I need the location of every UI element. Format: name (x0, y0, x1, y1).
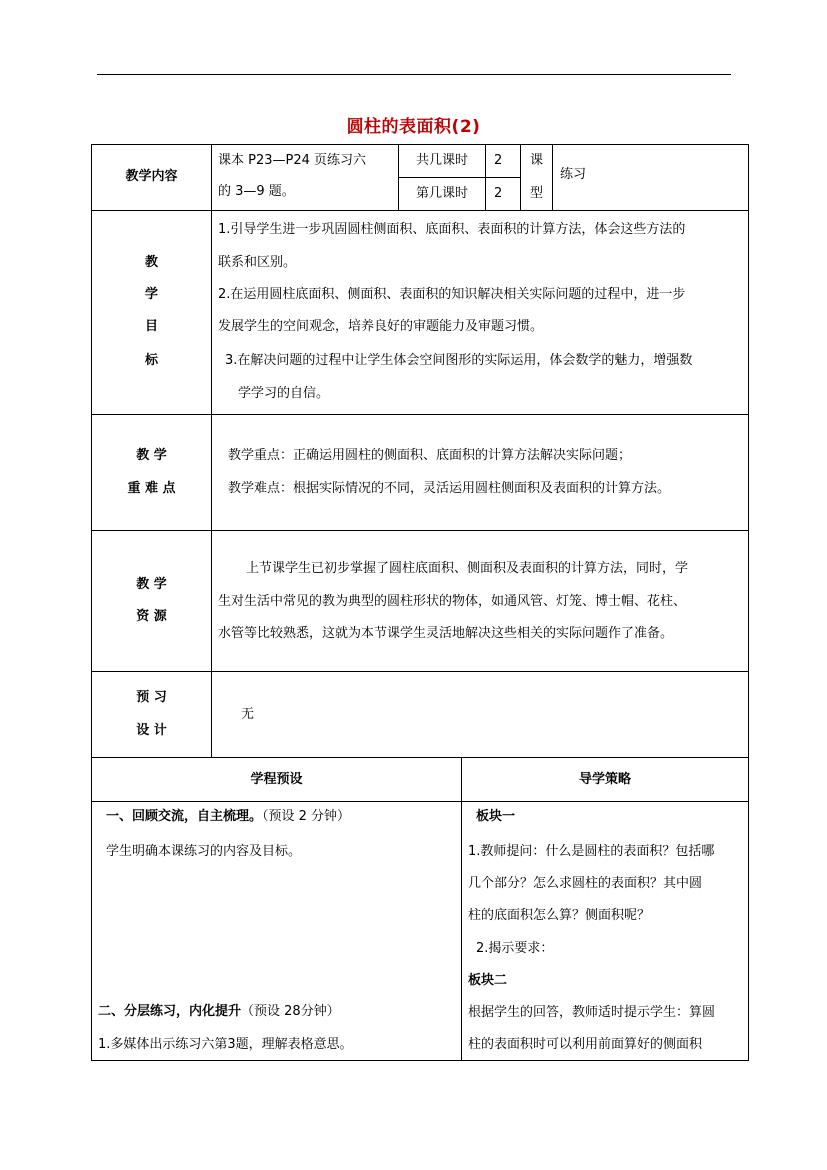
resources-line2: 生对生活中常见的教为典型的圆柱形状的物体，如通风管、灯笼、博士帽、花柱、 (218, 594, 687, 609)
block2-line2: 柱的表面积时可以利用前面算好的侧面积 (468, 1037, 703, 1052)
objective-1-line1: 1.引导学生进一步巩固圆柱侧面积、底面积、表面积的计算方法，体会这些方法的 (218, 222, 686, 237)
section2-time: （预设 28分钟） (241, 1004, 340, 1019)
section1-heading (106, 808, 350, 826)
keypoints-label-cell (91, 414, 212, 531)
page-title: 圆柱的表面积(2) (346, 117, 481, 137)
type-value: 练习 (560, 167, 587, 182)
resources-line1: 上节课学生已初步掌握了圆柱底面积、侧面积及表面积的计算方法，同时，学 (246, 561, 689, 576)
content-label: 教学内容 (125, 169, 178, 184)
block2-line1: 根据学生的回答，教师适时提示学生：算圆 (468, 1005, 716, 1020)
resources-line3: 水管等比较熟悉，这就为本节课学生灵活地解决这些相关的实际问题作了准备。 (218, 626, 674, 641)
process-left-body-cell (91, 801, 462, 1061)
section1-text: 学生明确本课练习的内容及目标。 (106, 844, 302, 859)
resources-label-cell (91, 530, 212, 672)
section2-heading (98, 1003, 340, 1021)
resources-label-1: 教 学 (136, 577, 167, 592)
objectives-label-cell (91, 210, 212, 415)
block1-title: 板块一 (476, 809, 516, 824)
section1-title: 一、回顾交流，自主梳理。 (106, 809, 263, 824)
content-value-line2: 的 3—9 题。 (218, 184, 295, 199)
resources-label-2: 资 源 (136, 609, 167, 624)
block1-question-line3: 柱的底面积怎么算？侧面积呢？ (468, 908, 651, 923)
block2-title: 板块二 (468, 973, 508, 988)
objective-2-line2: 发展学生的空间观念，培养良好的审题能力及审题习惯。 (218, 319, 544, 334)
preview-value: 无 (241, 707, 255, 722)
objectives-label-3: 目 (144, 319, 158, 334)
block1-question-line2: 几个部分？怎么求圆柱的表面积？其中圆 (468, 876, 703, 891)
objective-3-line2: 学学习的自信。 (238, 386, 330, 401)
objectives-label-2: 学 (144, 287, 158, 302)
block1-question-line1: 1.教师提问：什么是圆柱的表面积？包括哪 (468, 844, 715, 859)
keypoints-difficulty: 教学难点：根据实际情况的不同，灵活运用圆柱侧面积及表面积的计算方法。 (228, 481, 671, 496)
section2-item1: 1.多媒体出示练习六第3题，理解表格意思。 (98, 1037, 353, 1052)
preview-content-cell (211, 671, 749, 758)
process-right-header: 导学策略 (578, 772, 631, 787)
preview-label-2: 设 计 (136, 723, 167, 738)
type-label-2: 型 (529, 186, 543, 201)
total-hours-label: 共几课时 (415, 153, 468, 168)
total-hours-value-cell (485, 144, 521, 178)
keypoints-focus: 教学重点：正确运用圆柱的侧面积、底面积的计算方法解决实际问题； (228, 448, 632, 463)
objective-1-line2: 联系和区别。 (218, 255, 297, 270)
section2-title: 二、分层练习，内化提升 (98, 1004, 242, 1019)
preview-label-cell (91, 671, 212, 758)
objectives-label-1: 教 (144, 255, 158, 270)
nth-hour-value: 2 (494, 186, 503, 201)
total-hours-value: 2 (494, 153, 503, 168)
objectives-label-4: 标 (144, 353, 158, 368)
content-value-line1: 课本 P23—P24 页练习六 (218, 153, 367, 168)
objective-3-line1: 3.在解决问题的过程中让学生体会空间图形的实际运用，体会数学的魅力，增强数 (225, 353, 693, 368)
nth-hour-label: 第几课时 (415, 186, 468, 201)
keypoints-label-2: 重 难 点 (127, 481, 176, 496)
process-right-body-cell (461, 801, 749, 1061)
keypoints-label-1: 教 学 (136, 448, 167, 463)
block1-requirement: 2.揭示要求： (476, 941, 554, 956)
keypoints-content-cell (211, 414, 749, 531)
process-left-header: 学程预设 (250, 772, 303, 787)
objective-2-line1: 2.在运用圆柱底面积、侧面积、表面积的知识解决相关实际问题的过程中，进一步 (218, 287, 686, 302)
nth-hour-value-cell (485, 177, 521, 211)
preview-label-1: 预 习 (136, 690, 167, 705)
top-rule (97, 74, 731, 75)
type-label-1: 课 (529, 153, 543, 168)
section1-time: （预设 2 分钟） (262, 809, 351, 824)
